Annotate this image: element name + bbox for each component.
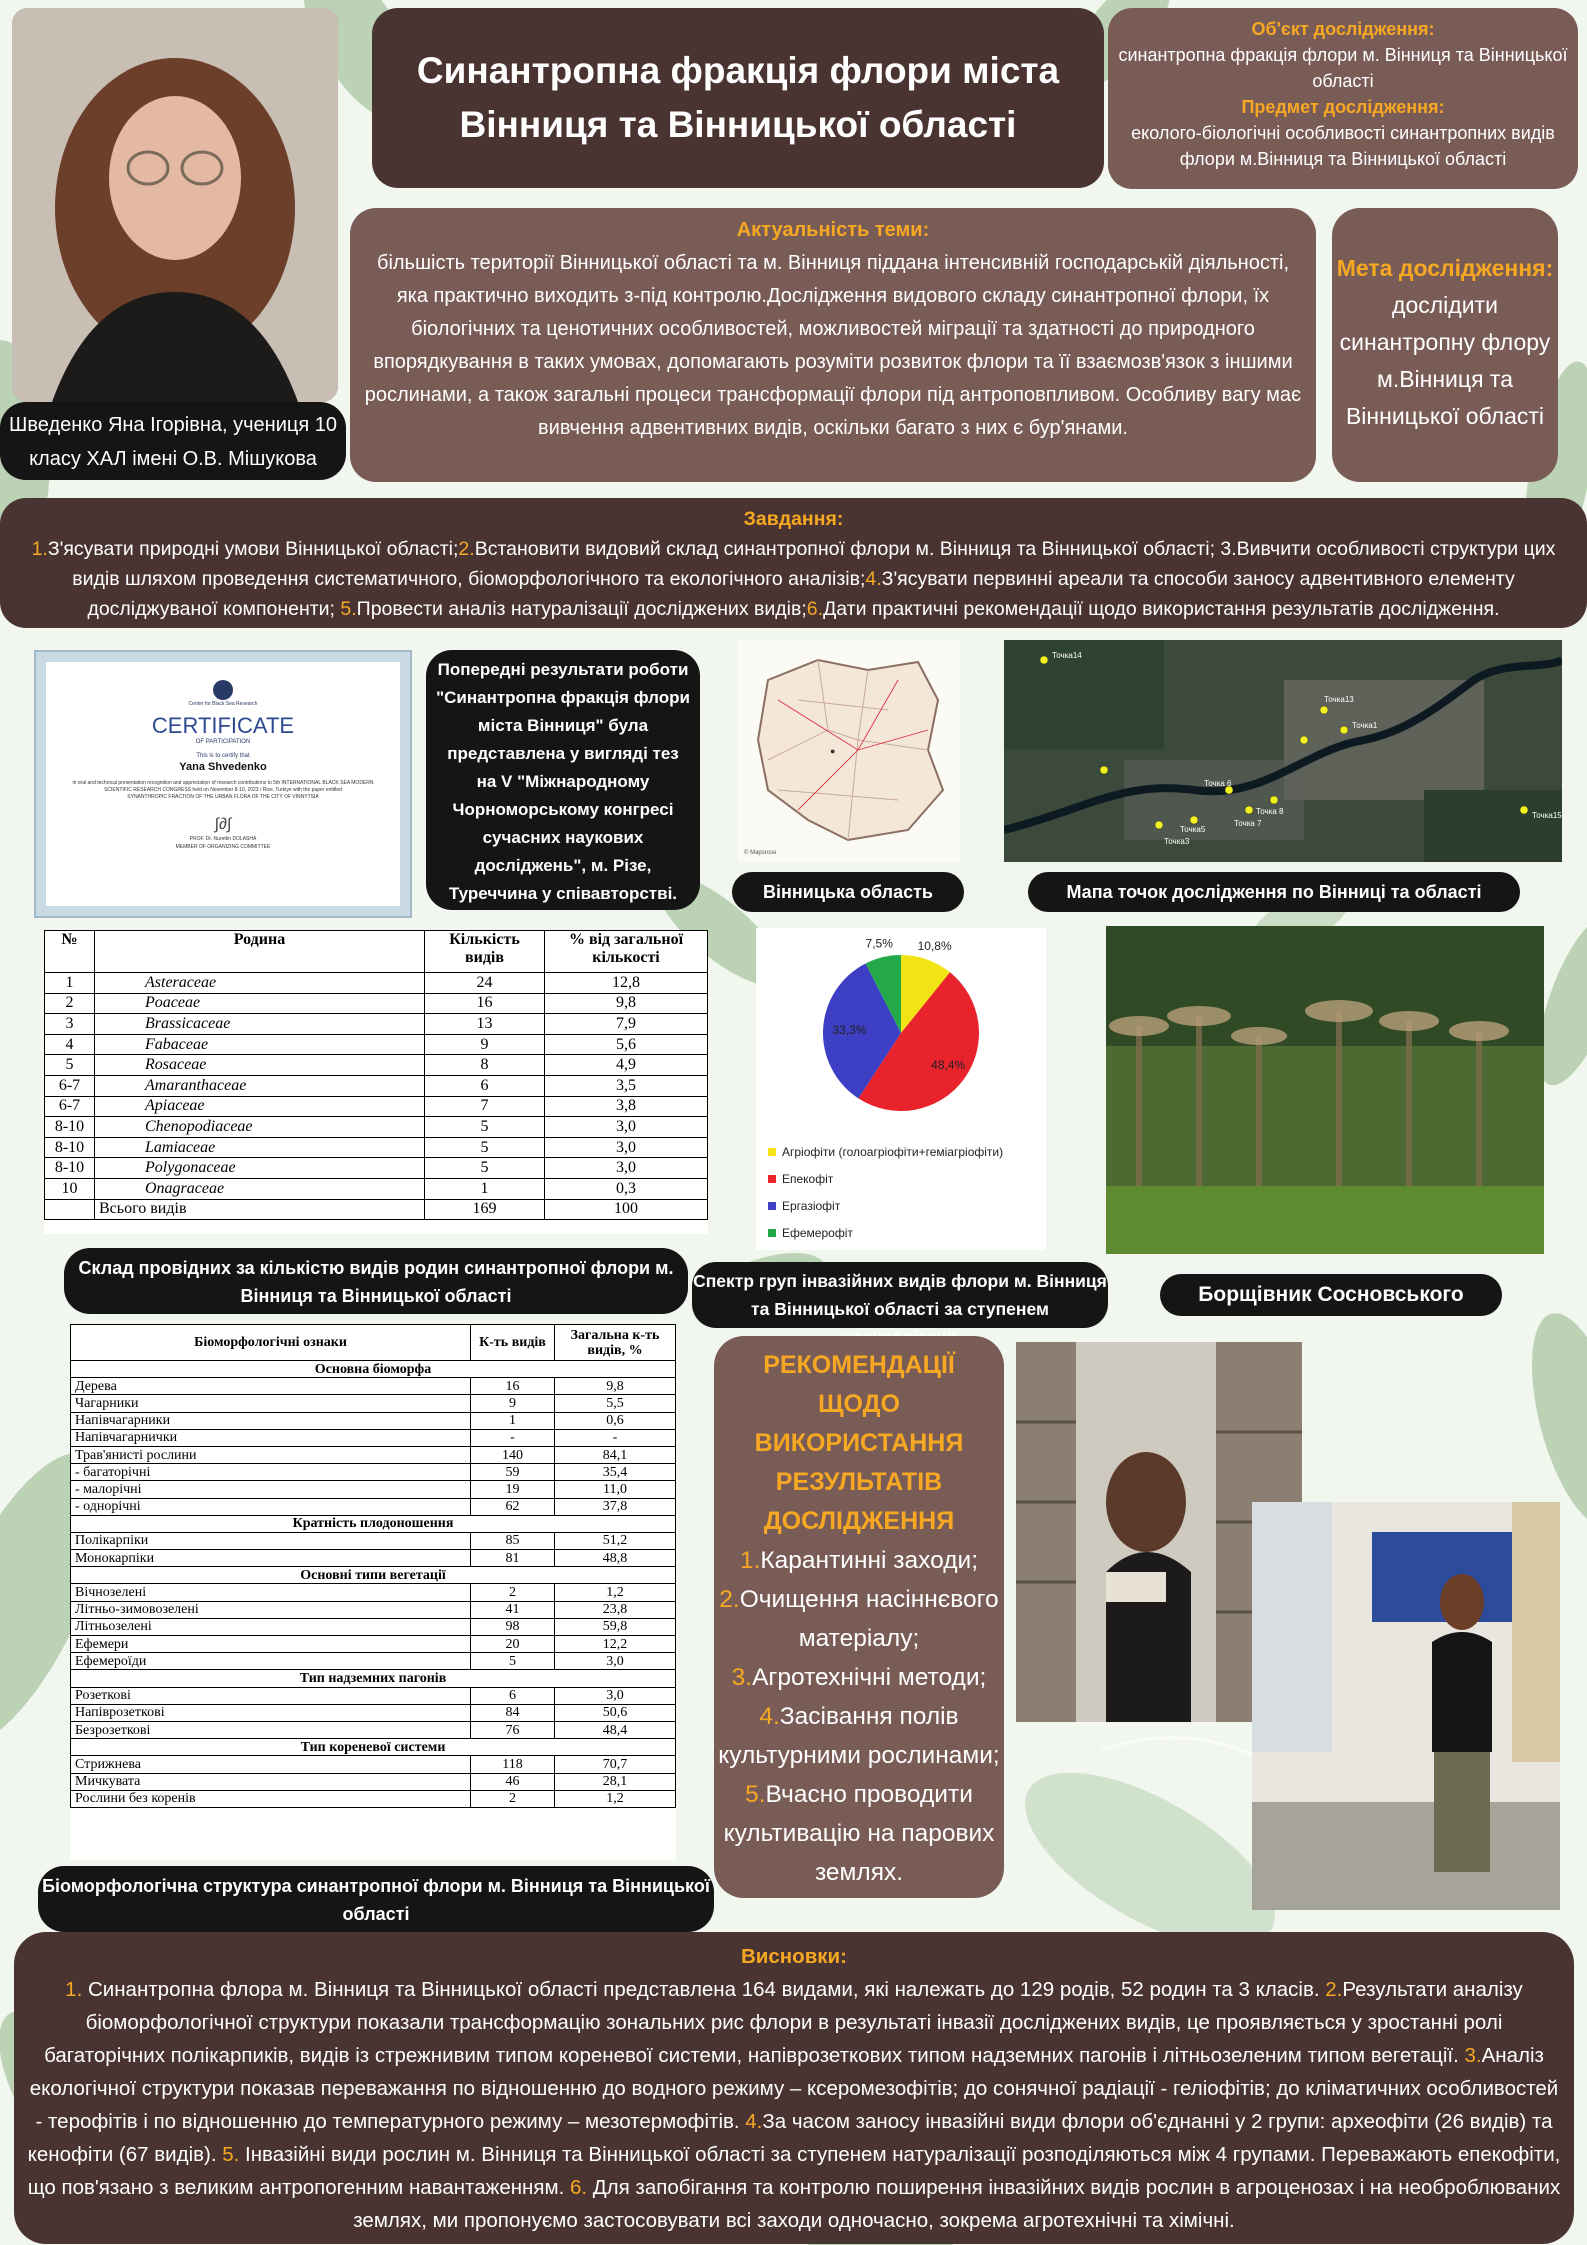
table-row — [45, 1117, 708, 1138]
table-cell: Мичкувата — [71, 1773, 471, 1790]
research-points-satellite-map — [1004, 640, 1562, 862]
table-cell: 20 — [471, 1636, 555, 1653]
table-row — [45, 1178, 708, 1199]
table-cell: 1 — [45, 973, 95, 994]
recommendations-heading: РЕКОМЕНДАЦІЇ ЩОДО ВИКОРИСТАННЯ РЕЗУЛЬТАТІВ ДОСЛІДЖЕННЯ — [754, 1351, 964, 1535]
table-cell: 7,9 — [545, 1014, 708, 1035]
table-cell: Onagraceae — [95, 1178, 425, 1199]
satellite-map-caption: Мапа точок дослідження по Вінниці та області — [1028, 872, 1520, 912]
table-cell: Rosaceae — [95, 1055, 425, 1076]
table-cell: 4,9 — [545, 1055, 708, 1076]
table-section-row — [71, 1567, 676, 1584]
object-text: синантропна фракція флори м. Вінниця та Вінницької області — [1118, 45, 1568, 91]
legend-swatch — [768, 1175, 776, 1183]
table-cell: Poaceae — [95, 993, 425, 1014]
table-cell: 0,6 — [555, 1412, 676, 1429]
table-row — [45, 1158, 708, 1179]
table-cell: Дерева — [71, 1378, 471, 1395]
table-cell: Всього видів — [95, 1199, 425, 1220]
legend-label: Агріофіти (голоагріофіти+геміагріофіти) — [782, 1145, 1004, 1159]
table-cell: 5 — [425, 1117, 545, 1138]
task-num: 1. — [31, 538, 48, 560]
table-cell: 3,0 — [545, 1137, 708, 1158]
table-cell: Chenopodiaceae — [95, 1117, 425, 1138]
recommendation-item — [714, 1541, 1004, 1580]
certificate-title: CERTIFICATE — [151, 713, 295, 738]
table-cell: 12,8 — [545, 973, 708, 994]
table-cell: 2 — [45, 993, 95, 1014]
table-header: К-ть видів — [471, 1325, 555, 1361]
table-cell: - багаторічні — [71, 1464, 471, 1481]
poster-title: Синантропна фракція флори міста Вінниця та Вінницької області — [372, 8, 1104, 188]
table-cell: 3,5 — [545, 1075, 708, 1096]
table-cell: Apiaceae — [95, 1096, 425, 1117]
table-cell: 8-10 — [45, 1117, 95, 1138]
table-cell: 51,2 — [555, 1532, 676, 1549]
conclusion-num: 2. — [1325, 1978, 1343, 2001]
table-section-title: Тип надземних пагонів — [71, 1670, 676, 1687]
table-row — [71, 1704, 676, 1721]
table-section-title: Основні типи вегетації — [71, 1567, 676, 1584]
table-total-row — [45, 1199, 708, 1220]
certificate-certify: This is to certify that — [196, 753, 250, 759]
conclusion-text: Результати аналізу біоморфологічної структури показали трансформацію зональних рис флори в результаті інвазії досліджених видів, це проявляється у зростанні ролі багаторічних полікарпиків, видів із стрежнивим типом кореневої системи, напіврозеткових типом надземних пагонів і літньозеленим типом вегетації. — [44, 1978, 1523, 2067]
table-cell: 8-10 — [45, 1137, 95, 1158]
table-row — [71, 1618, 676, 1635]
table-header: Кількість видів — [425, 931, 545, 973]
table-cell: Lamiaceae — [95, 1137, 425, 1158]
certificate-paper: SYNANTHROPIC FRACTION OF THE URBAN FLORA OF THE CITY OF VINNYTSIA — [127, 794, 319, 800]
table-row — [71, 1601, 676, 1618]
biomorph-table-body — [71, 1361, 676, 1808]
pie-data-label: 48,4% — [931, 1058, 966, 1073]
table-row — [71, 1790, 676, 1807]
legend-label: Епекофіт — [782, 1172, 834, 1186]
certificate-signer-role: MEMBER OF ORGANIZING COMMITTEE — [175, 844, 271, 850]
pie-data-label: 10,8% — [917, 939, 952, 954]
conclusion-text: Аналіз екологічної структури показав переважання по відношенню до водного режиму – ксеромезофітів; до сонячної радіації - геліофітів; до кліматичних особливостей - терофітів і по відношенню до температурного режиму – мезотермофітів. — [29, 2044, 1559, 2133]
table-cell: Безрозеткові — [71, 1721, 471, 1738]
conclusion-text: Для запобігання та контролю поширення інвазійних видів рослин в агроценозах і на необроблюваних землях, ми пропонуємо застосовувати всі заходи одночасно, зокрема агротехнічні та хімічні. — [353, 2176, 1561, 2232]
table-cell: Полікарпіки — [71, 1532, 471, 1549]
table-cell: 16 — [425, 993, 545, 1014]
table-row — [71, 1653, 676, 1670]
preliminary-results-note: Попередні результати роботи "Синантропна фракція флори міста Вінниця" була представлена у вигляді тез на V "Міжнародному Чорноморському конгресі сучасних наукових досліджень", м. Різе, Туреччина у співавторстві. — [426, 650, 700, 910]
certificate-signer: PROF. Dr. Nurettin DOLASHA — [189, 836, 257, 842]
conclusions-heading: Висновки: — [740, 1945, 847, 1968]
sat-point-label: Точка 6 — [1204, 779, 1232, 788]
table-row — [71, 1756, 676, 1773]
table-cell: 5 — [45, 1055, 95, 1076]
table-cell: Стрижнева — [71, 1756, 471, 1773]
recommendation-item — [714, 1697, 1004, 1775]
legend-label: Ефемерофіт — [782, 1226, 853, 1240]
conclusion-num: 3. — [1464, 2044, 1482, 2067]
families-table-body — [45, 973, 708, 1220]
table-cell: 46 — [471, 1773, 555, 1790]
university-photo — [1252, 1502, 1560, 1910]
table-cell: 6-7 — [45, 1096, 95, 1117]
table-cell: 70,7 — [555, 1756, 676, 1773]
certificate-body: in oral and technical presentation recognition and appreciation of research contributions to 5th INTERNATIONAL BLACK SEA MODERN SCIENTIFIC RESEARCH CONGRESS held on November 8-10, 2023 / Rize, Turkiye with the paper entitled — [72, 780, 374, 793]
task-text: Провести аналіз натуралізації досліджених видів; — [356, 598, 807, 620]
table-cell: 16 — [471, 1378, 555, 1395]
table-cell: Asteraceae — [95, 973, 425, 994]
table-row — [45, 993, 708, 1014]
subject-text: еколого-біологічні особливості синантропних видів флори м.Вінниця та Вінницької області — [1131, 123, 1555, 169]
table-cell: Трав'янисті рослини — [71, 1446, 471, 1463]
task-text: З'ясувати первинні ареали та способи заносу адвентивного елементу досліджуваної компоненти; — [87, 568, 1515, 620]
table-cell: 62 — [471, 1498, 555, 1515]
table-cell: 5,5 — [555, 1395, 676, 1412]
table-cell: Монокарпіки — [71, 1550, 471, 1567]
sat-point-label: Точка1 — [1352, 721, 1378, 730]
conclusion-text: Синантропна флора м. Вінниця та Вінницької області представлена 164 видами, які належать до 129 родів, 52 родин та 3 класів. — [82, 1978, 1326, 2001]
certificate-org: Center for Black Sea Research — [188, 701, 258, 707]
table-cell: Polygonaceae — [95, 1158, 425, 1179]
pie-data-label: 33,3% — [832, 1023, 867, 1038]
table-cell: 59,8 — [555, 1618, 676, 1635]
table-section-row — [71, 1670, 676, 1687]
table-cell: 6 — [425, 1075, 545, 1096]
task-num: 6. — [806, 598, 824, 620]
relevance-panel — [350, 208, 1316, 482]
table-cell: 8-10 — [45, 1158, 95, 1179]
pie-data-label: 7,5% — [865, 936, 893, 951]
table-row — [71, 1412, 676, 1429]
vinnytsia-region-map — [738, 640, 960, 862]
task-num: 5. — [340, 598, 357, 620]
rec-text: Засівання полів культурними рослинами; — [718, 1703, 1000, 1769]
table-row — [71, 1498, 676, 1515]
conclusion-num: 5. — [222, 2143, 240, 2166]
certificate-name: Yana Shvedenko — [179, 761, 267, 773]
biomorph-table-caption: Біоморфологічна структура синантропної флори м. Вінниця та Вінницької області — [38, 1866, 714, 1932]
recommendation-item — [714, 1658, 1004, 1697]
table-row — [71, 1550, 676, 1567]
table-cell: 9,8 — [545, 993, 708, 1014]
table-cell: 35,4 — [555, 1464, 676, 1481]
task-text: З'ясувати природні умови Вінницької області; — [47, 538, 459, 560]
table-row — [71, 1584, 676, 1601]
region-map-caption: Вінницька область — [732, 872, 964, 912]
rec-text: Агротехнічні методи; — [752, 1664, 987, 1691]
table-row — [71, 1446, 676, 1463]
certificate-logo-icon — [213, 680, 233, 700]
table-cell: 28,1 — [555, 1773, 676, 1790]
table-cell: - — [471, 1429, 555, 1446]
table-cell: 4 — [45, 1034, 95, 1055]
task-num: 2. — [458, 538, 475, 560]
table-cell: - — [555, 1429, 676, 1446]
conclusions-panel — [14, 1932, 1574, 2244]
table-cell: 11,0 — [555, 1481, 676, 1498]
table-cell: Напівчагарнички — [71, 1429, 471, 1446]
table-cell: Напівчагарники — [71, 1412, 471, 1429]
table-cell: - малорічні — [71, 1481, 471, 1498]
table-cell: 84 — [471, 1704, 555, 1721]
table-cell: Amaranthaceae — [95, 1075, 425, 1096]
table-cell: 1,2 — [555, 1584, 676, 1601]
conclusion-num: 1. — [65, 1978, 83, 2001]
table-cell: Напіврозеткові — [71, 1704, 471, 1721]
relevance-text: більшість території Вінницької області та м. Вінниця піддана інтенсивній господарській діяльності, яка практично виходить з-під контролю.Дослідження видового складу синантропної флори, їх біологічних та ценотичних особливостей, можливостей міграції та здатності до природного впорядкування в таких умовах, допомагають розуміти розвиток флори та її взаємозв'язок з іншими рослинами, а також загальні процеси трансформації флори під антроповпливом. Особливу вагу має вивчення адвентивних видів, оскільки багато з них є бур'янами. — [364, 252, 1302, 439]
table-row — [71, 1378, 676, 1395]
families-table — [44, 930, 708, 1234]
conclusions-text — [26, 1973, 1562, 2237]
table-cell: 84,1 — [555, 1446, 676, 1463]
table-cell: 41 — [471, 1601, 555, 1618]
table-cell: 50,6 — [555, 1704, 676, 1721]
table-cell: - однорічні — [71, 1498, 471, 1515]
table-cell: 13 — [425, 1014, 545, 1035]
table-row — [71, 1464, 676, 1481]
legend-swatch — [768, 1202, 776, 1210]
table-cell: 24 — [425, 973, 545, 994]
table-cell: 5 — [425, 1137, 545, 1158]
table-cell: 76 — [471, 1721, 555, 1738]
table-cell: 1 — [425, 1178, 545, 1199]
table-row — [45, 1096, 708, 1117]
table-section-title: Основна біоморфа — [71, 1361, 676, 1378]
table-cell: 8 — [425, 1055, 545, 1076]
table-cell: 9 — [425, 1034, 545, 1055]
table-cell: 9,8 — [555, 1378, 676, 1395]
table-cell: Літньозелені — [71, 1618, 471, 1635]
rec-text: Очищення насіннєвого матеріалу; — [739, 1586, 999, 1652]
table-cell: 9 — [471, 1395, 555, 1412]
families-table-caption: Склад провідних за кількістю видів родин синантропної флори м. Вінниця та Вінницької області — [64, 1248, 688, 1314]
table-cell: 3 — [45, 1014, 95, 1035]
table-cell: 2 — [471, 1584, 555, 1601]
table-header: Біоморфологічні ознаки — [71, 1325, 471, 1361]
table-row — [71, 1395, 676, 1412]
table-cell: 3,0 — [555, 1653, 676, 1670]
table-cell: 3,0 — [545, 1117, 708, 1138]
table-row — [71, 1636, 676, 1653]
conclusion-num: 4. — [745, 2110, 763, 2133]
author-photo — [12, 8, 338, 402]
table-cell: 6 — [471, 1687, 555, 1704]
rec-num: 5. — [745, 1781, 766, 1808]
table-cell: 6-7 — [45, 1075, 95, 1096]
table-row — [71, 1721, 676, 1738]
object-heading: Об'єкт дослідження: — [1251, 19, 1435, 39]
sat-point-label: Точка 7 — [1234, 819, 1262, 828]
table-cell: 0,3 — [545, 1178, 708, 1199]
table-row — [45, 1075, 708, 1096]
table-cell: 3,0 — [555, 1687, 676, 1704]
rec-text: Карантинні заходи; — [760, 1547, 979, 1574]
table-cell: 23,8 — [555, 1601, 676, 1618]
table-cell: Brassicaceae — [95, 1014, 425, 1035]
table-cell: 37,8 — [555, 1498, 676, 1515]
table-cell: 5,6 — [545, 1034, 708, 1055]
table-header: Родина — [95, 931, 425, 973]
task-text: Встановити видовий склад синантропної флори м. Вінниця та Вінницької області; 3.Вивчити особливості структури цих видів шляхом проведення систематичного, біоморфологічного та екологічного аналізів; — [72, 538, 1556, 590]
table-cell: Ефемероїди — [71, 1653, 471, 1670]
tasks-panel — [0, 498, 1587, 628]
hogweed-caption: Борщівник Сосновського — [1160, 1274, 1502, 1316]
rec-num: 2. — [719, 1586, 740, 1613]
table-header: № — [45, 931, 95, 973]
relevance-heading: Актуальність теми: — [736, 219, 930, 241]
table-cell: 3,8 — [545, 1096, 708, 1117]
table-row — [45, 973, 708, 994]
recommendations-panel — [714, 1336, 1004, 1898]
table-cell: 118 — [471, 1756, 555, 1773]
conclusion-text: За часом заносу інвазійні види флори об'єднанні у 2 групи: археофіти (26 видів) та кенофіти (67 видів). — [27, 2110, 1553, 2166]
table-section-title: Тип кореневої системи — [71, 1739, 676, 1756]
task-text: Дати практичні рекомендації щодо використання результатів дослідження. — [823, 598, 1500, 620]
certificate-subtitle: OF PARTICIPATION — [195, 739, 251, 745]
table-section-title: Кратність плодоношення — [71, 1515, 676, 1532]
goal-heading: Мета дослідження: — [1336, 255, 1554, 281]
table-cell: 100 — [545, 1199, 708, 1220]
rec-text: Вчасно проводити культивацію на парових землях. — [723, 1781, 995, 1886]
signature-icon: ∫∂∫ — [214, 816, 232, 833]
recommendation-item — [714, 1775, 1004, 1892]
table-cell: 169 — [425, 1199, 545, 1220]
table-cell: 1,2 — [555, 1790, 676, 1807]
task-num: 4. — [865, 568, 882, 590]
table-cell: 98 — [471, 1618, 555, 1635]
table-cell: 48,4 — [555, 1721, 676, 1738]
goal-panel — [1332, 208, 1558, 482]
author-caption: Шведенко Яна Ігорівна, учениця 10 класу ХАЛ імені О.В. Мішукова — [0, 402, 346, 480]
goal-text: дослідити синантропну флору м.Вінниця та Вінницької області — [1339, 292, 1551, 429]
conclusion-text: Інвазійні види рослин м. Вінниця та Вінницької області за ступенем натуралізації розподіляються між 4 групами. Переважають епекофіти, що пов'язано з великим антропогенним навантаженням. — [27, 2143, 1561, 2199]
rec-num: 4. — [759, 1703, 780, 1730]
table-cell: Ефемери — [71, 1636, 471, 1653]
table-cell: 48,8 — [555, 1550, 676, 1567]
table-cell: 85 — [471, 1532, 555, 1549]
table-cell: 1 — [471, 1412, 555, 1429]
table-cell: Чагарники — [71, 1395, 471, 1412]
table-row — [71, 1481, 676, 1498]
legend-label: Ергазіофіт — [782, 1199, 841, 1213]
table-section-row — [71, 1515, 676, 1532]
table-cell — [45, 1199, 95, 1220]
sat-point-label: Точка 8 — [1256, 807, 1284, 816]
biomorphological-table — [70, 1324, 676, 1860]
table-cell: 81 — [471, 1550, 555, 1567]
table-header: % від загальної кількості — [545, 931, 708, 973]
table-cell: Вічнозелені — [71, 1584, 471, 1601]
sat-point-label: Точка14 — [1052, 651, 1082, 660]
table-cell: 10 — [45, 1178, 95, 1199]
certificate-image — [36, 652, 410, 916]
legend-swatch — [768, 1229, 776, 1237]
table-cell: 2 — [471, 1790, 555, 1807]
subject-heading: Предмет дослідження: — [1241, 97, 1445, 117]
table-cell: 3,0 — [545, 1158, 708, 1179]
table-row — [45, 1014, 708, 1035]
table-cell: 12,2 — [555, 1636, 676, 1653]
tasks-text — [14, 534, 1573, 624]
sat-point-label: Точка15 — [1532, 811, 1562, 820]
table-header: Загальна к-ть видів, % — [555, 1325, 676, 1361]
table-row — [71, 1532, 676, 1549]
table-cell: Розеткові — [71, 1687, 471, 1704]
table-row — [45, 1055, 708, 1076]
table-cell: 19 — [471, 1481, 555, 1498]
table-cell: 5 — [425, 1158, 545, 1179]
table-section-row — [71, 1361, 676, 1378]
research-object-panel — [1108, 8, 1578, 189]
rec-num: 1. — [739, 1547, 761, 1574]
table-cell: Рослини без коренів — [71, 1790, 471, 1807]
conclusion-num: 6. — [569, 2176, 588, 2199]
pie-chart-caption: Спектр груп інвазійних видів флори м. Вінниця та Вінницької області за ступенем — [692, 1262, 1108, 1328]
sat-point-label: Точка13 — [1324, 695, 1354, 704]
svg-text:●: ● — [830, 746, 836, 756]
sat-point-label: Точка5 — [1180, 825, 1206, 834]
table-cell: Fabaceae — [95, 1034, 425, 1055]
table-cell: 5 — [471, 1653, 555, 1670]
recommendation-item — [714, 1580, 1004, 1658]
naturalization-pie-chart — [756, 928, 1046, 1250]
sat-point-label: Точка3 — [1164, 837, 1190, 846]
table-row — [71, 1773, 676, 1790]
table-cell: 7 — [425, 1096, 545, 1117]
tasks-heading: Завдання: — [743, 508, 844, 530]
table-section-row — [71, 1739, 676, 1756]
table-cell: Літньо-зимовозелені — [71, 1601, 471, 1618]
hogweed-photo — [1106, 926, 1544, 1254]
table-cell: 59 — [471, 1464, 555, 1481]
map-credit: © Mapsrose — [744, 850, 777, 856]
table-cell: 140 — [471, 1446, 555, 1463]
table-row — [71, 1429, 676, 1446]
table-row — [71, 1687, 676, 1704]
table-row — [45, 1137, 708, 1158]
rec-num: 3. — [731, 1664, 753, 1691]
table-row — [45, 1034, 708, 1055]
legend-swatch — [768, 1148, 776, 1156]
